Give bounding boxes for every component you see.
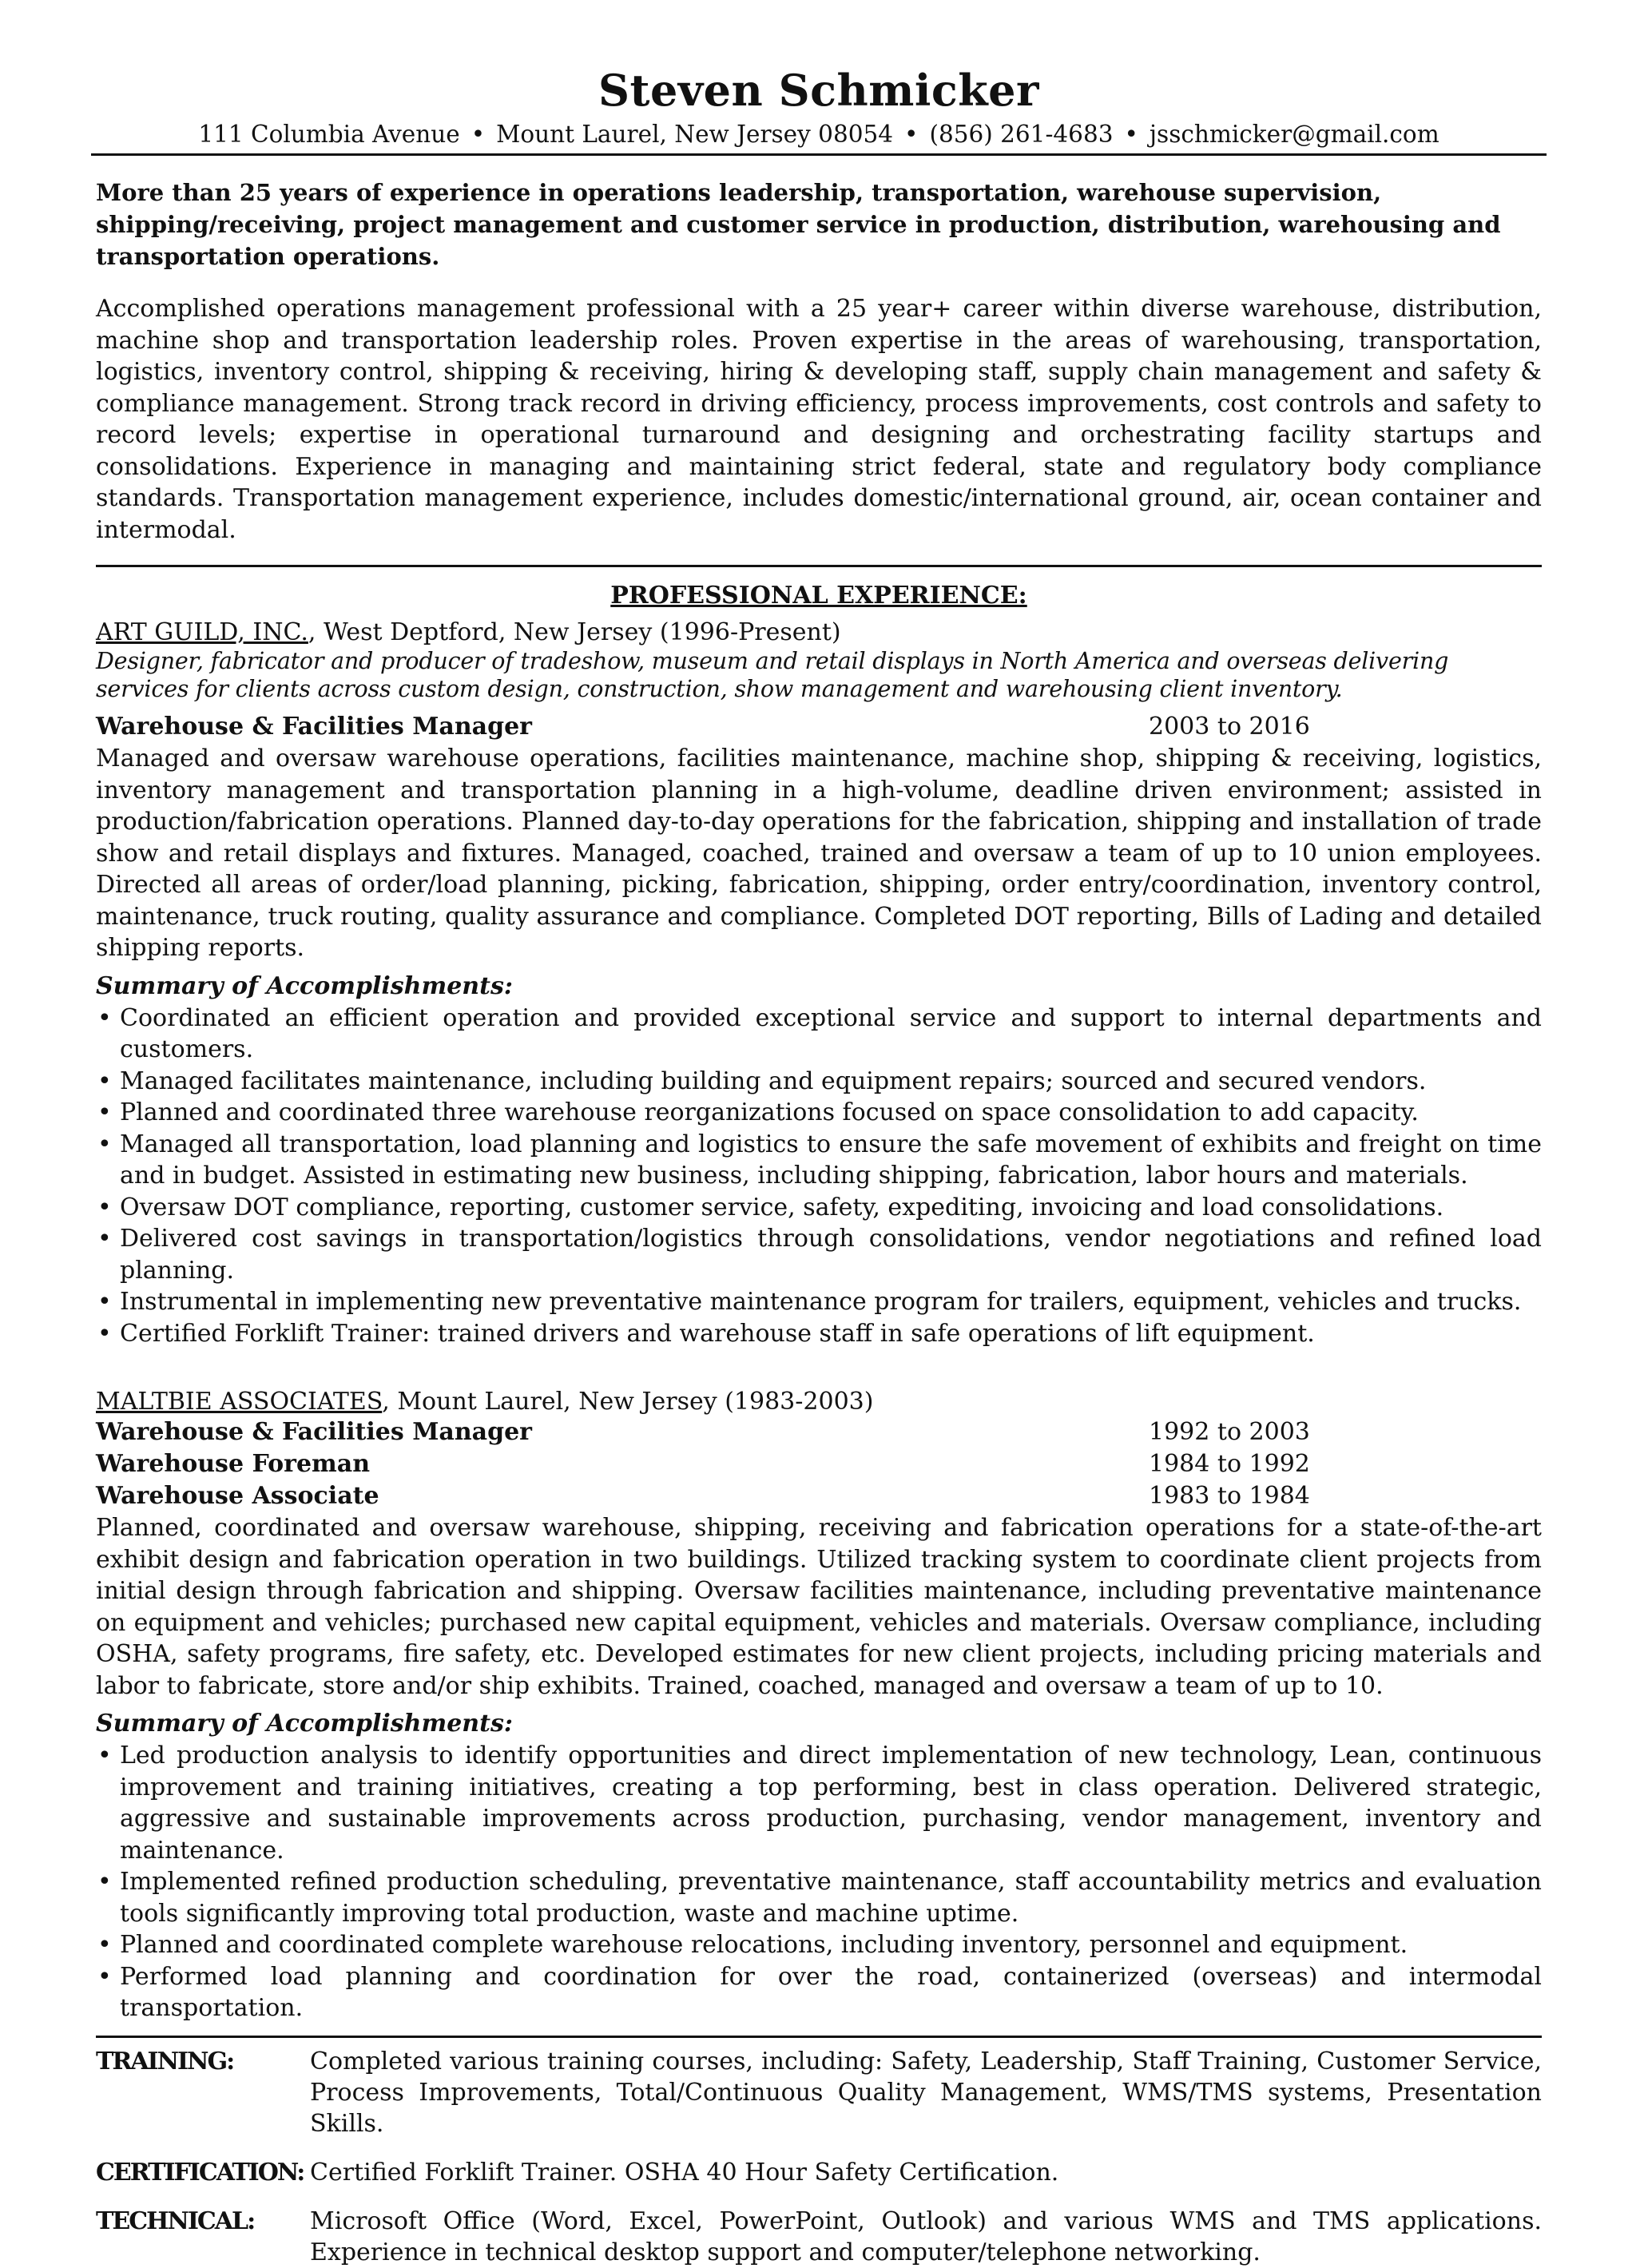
summary-headline: More than 25 years of experience in operations leadership, transportation, warehouse supervision, shipping/receiving, project management and customer service in production, distribution, warehousing and transportation operations.: [96, 179, 1501, 270]
certification-row: [96, 2157, 1542, 2188]
list-item: • Planned and coordinated three warehouse reorganizations focused on space consolidation to add capacity.: [96, 1097, 1542, 1129]
role-dates: 1992 to 2003: [1149, 1418, 1310, 1446]
company-location: , Mount Laurel, New Jersey (1983-2003): [382, 1388, 874, 1416]
separator: •: [904, 121, 919, 148]
candidate-name: Steven Schmicker: [598, 65, 1039, 116]
role-row: [96, 711, 1542, 743]
certification-text: Certified Forklift Trainer. OSHA 40 Hour Safety Certification.: [310, 2158, 1059, 2187]
accomplishments-title: Summary of Accomplishments:: [96, 1710, 513, 1738]
city: Mount Laurel, New Jersey 08054: [496, 121, 894, 148]
list-item: • Managed facilitates maintenance, including building and equipment repairs; sourced and secured vendors.: [96, 1066, 1542, 1098]
spacer: [96, 1349, 1542, 1381]
list-item: • Planned and coordinated complete warehouse relocations, including inventory, personnel and equipment.: [96, 1929, 1542, 1961]
training-row: [96, 2046, 1542, 2139]
technical-row: [96, 2206, 1542, 2268]
list-item: • Certified Forklift Trainer: trained drivers and warehouse staff in safe operations of lift equipment.: [96, 1318, 1542, 1350]
role-dates: 1983 to 1984: [1149, 1482, 1310, 1510]
role-title: Warehouse Associate: [96, 1482, 379, 1510]
training-label: TRAINING:: [96, 2047, 234, 2075]
phone: (856) 261-4683: [929, 121, 1114, 148]
company-line: [96, 618, 1542, 647]
email: jsschmicker@gmail.com: [1149, 121, 1439, 148]
role-title: Warehouse & Facilities Manager: [96, 1418, 532, 1446]
list-item: • Delivered cost savings in transportation/logistics through consolidations, vendor negotiations and refined load planning.: [96, 1223, 1542, 1286]
separator: •: [471, 121, 486, 148]
technical-text: Microsoft Office (Word, Excel, PowerPoint, Outlook) and various WMS and TMS applications. Experience in technical desktop support and computer/telephone networking.: [310, 2206, 1542, 2266]
list-item: • Instrumental in implementing new preventative maintenance program for trailers, equipment, vehicles and trucks.: [96, 1286, 1542, 1318]
address: 111 Columbia Avenue: [198, 121, 460, 148]
section-title: PROFESSIONAL EXPERIENCE:: [610, 582, 1027, 610]
list-item: • Performed load planning and coordination for over the road, containerized (overseas) and intermodal transportation.: [96, 1961, 1542, 2024]
role-row: [96, 1480, 1542, 1512]
list-item: • Oversaw DOT compliance, reporting, customer service, safety, expediting, invoicing and load consolidations.: [96, 1192, 1542, 1224]
list-item: • Implemented refined production scheduling, preventative maintenance, staff accountability metrics and evaluation tools significantly improving total production, waste and machine uptime.: [96, 1866, 1542, 1929]
separator: •: [1124, 121, 1138, 148]
technical-label: TECHNICAL:: [96, 2206, 255, 2235]
role-row: [96, 1448, 1542, 1480]
list-item: • Coordinated an efficient operation and provided exceptional service and support to internal departments and customers.: [96, 1003, 1542, 1066]
list-item: • Managed all transportation, load planning and logistics to ensure the safe movement of exhibits and freight on time and in budget. Assisted in estimating new business, including shipping, fabrication, labor hours and materials.: [96, 1129, 1542, 1192]
role-dates: 1984 to 1992: [1149, 1450, 1310, 1478]
role-row: [96, 1416, 1542, 1448]
training-text: Completed various training courses, including: Safety, Leadership, Staff Training, Customer Service, Process Improvements, Total/Continuous Quality Management, WMS/TMS systems, Presentation Skills.: [310, 2047, 1542, 2138]
company-line: [96, 1388, 1542, 1416]
company-description: Designer, fabricator and producer of tradeshow, museum and retail displays in North America and overseas delivering services for clients across custom design, construction, show management and warehousing client inventory.: [96, 648, 1449, 702]
divider: [96, 2036, 1542, 2038]
accomplishments-list: [96, 1740, 1542, 2024]
role-title: Warehouse Foreman: [96, 1450, 371, 1478]
list-item: • Led production analysis to identify opportunities and direct implementation of new technology, Lean, continuous improvement and training initiatives, creating a top performing, best in class operation. Delivered strategic, aggressive and sustainable improvements across production, purchasing, vendor management, inventory and maintenance.: [96, 1740, 1542, 1866]
role-title: Warehouse & Facilities Manager: [96, 713, 532, 741]
job-details: Managed and oversaw warehouse operations, facilities maintenance, machine shop, shipping & receiving, logistics, inventory management and transportation planning in a high-volume, deadline driven environment; assisted in production/fabrication operations. Planned day-to-day operations for the fabrication, shipping and installation of trade show and retail displays and fixtures. Managed, coached, trained and oversaw a team of up to 10 union employees. Directed all areas of order/load planning, picking, fabrication, shipping, order entry/coordination, inventory control, maintenance, truck routing, quality assurance and compliance. Completed DOT reporting, Bills of Lading and detailed shipping reports.: [96, 745, 1542, 962]
company-name: MALTBIE ASSOCIATES: [96, 1388, 383, 1416]
role-dates: 2003 to 2016: [1149, 713, 1310, 741]
company-location: , West Deptford, New Jersey (1996-Present): [308, 618, 841, 646]
accomplishments-list: [96, 1003, 1542, 1350]
contact-line: [91, 118, 1547, 156]
divider: [96, 565, 1542, 567]
job-details: Planned, coordinated and oversaw warehouse, shipping, receiving and fabrication operations for a state-of-the-art exhibit design and fabrication operation in two buildings. Utilized tracking system to coordinate client projects from initial design through fabrication and shipping. Oversaw facilities maintenance, including preventative maintenance on equipment and vehicles; purchased new capital equipment, vehicles and materials. Oversaw compliance, including OSHA, safety programs, fire safety, etc. Developed estimates for new client projects, including pricing materials and labor to fabricate, store and/or ship exhibits. Trained, coached, managed and oversaw a team of up to 10.: [96, 1514, 1542, 1700]
certification-label: CERTIFICATION:: [96, 2158, 304, 2187]
summary-paragraph: Accomplished operations management professional with a 25 year+ career within diverse warehouse, distribution, machine shop and transportation leadership roles. Proven expertise in the areas of warehousing, transportation, logistics, inventory control, shipping & receiving, hiring & developing staff, supply chain management and safety & compliance management. Strong track record in driving efficiency, process improvements, cost controls and safety to record levels; expertise in operational turnaround and designing and orchestrating facility startups and consolidations. Experience in managing and maintaining strict federal, state and regulatory body compliance standards. Transportation management experience, includes domestic/international ground, air, ocean container and intermodal.: [96, 295, 1542, 544]
company-name: ART GUILD, INC.: [96, 618, 308, 646]
accomplishments-title: Summary of Accomplishments:: [96, 971, 513, 1000]
